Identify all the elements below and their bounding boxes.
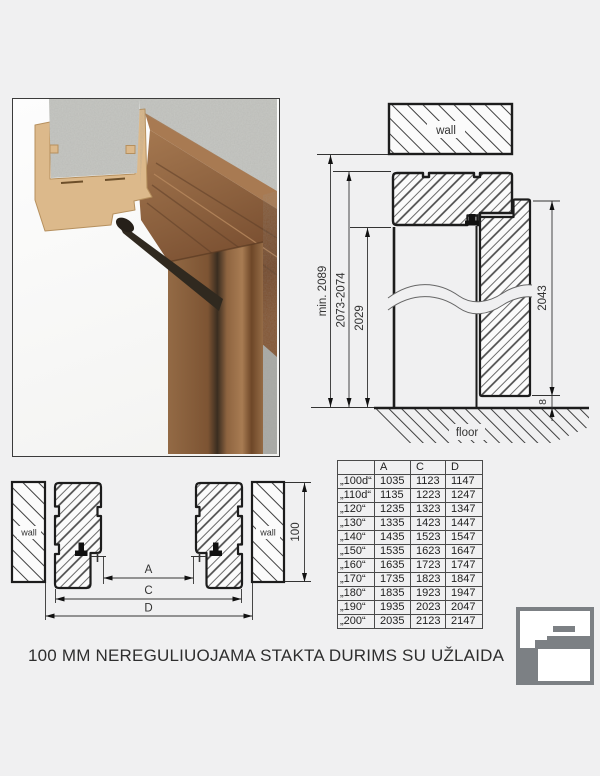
dim-door-leaf-height: 2043	[537, 285, 549, 311]
size-label: „140“	[338, 531, 375, 545]
val-a: 1835	[375, 587, 411, 601]
size-label: „200“	[338, 615, 375, 629]
brand-logo	[516, 607, 594, 685]
val-c: 1523	[411, 531, 446, 545]
val-d: 1747	[446, 559, 483, 573]
val-c: 1623	[411, 545, 446, 559]
table-header-row	[338, 461, 483, 475]
dim-min-total-height: min. 2089	[317, 265, 329, 317]
table-row	[338, 475, 483, 489]
val-a: 2035	[375, 615, 411, 629]
val-c: 2023	[411, 601, 446, 615]
val-c: 1423	[411, 517, 446, 531]
wall-block	[389, 104, 512, 154]
frame-corner-render	[13, 99, 277, 454]
dim-frame-depth: 100	[290, 522, 302, 542]
val-d: 2047	[446, 601, 483, 615]
size-table	[337, 460, 483, 629]
product-title: 100 MM NEREGULIUOJAMA STAKTA DURIMS SU UŽLAIDA	[28, 646, 505, 665]
dim-floor-gap: 8	[537, 399, 549, 405]
size-label: „180“	[338, 587, 375, 601]
table-row	[338, 573, 483, 587]
header-c: C	[411, 461, 446, 475]
frame-corner-photo	[12, 98, 280, 457]
wall-right-label: wall	[260, 527, 276, 538]
table-row	[338, 559, 483, 573]
val-d: 1247	[446, 489, 483, 503]
dim-frame-outer-height: 2073-2074	[335, 272, 348, 328]
table-row	[338, 545, 483, 559]
val-a: 1235	[375, 503, 411, 517]
size-label: „100d“	[338, 475, 375, 489]
val-c: 1723	[411, 559, 446, 573]
frame-jamb-right	[191, 483, 242, 588]
table-row	[338, 503, 483, 517]
val-d: 1947	[446, 587, 483, 601]
size-label: „110d“	[338, 489, 375, 503]
wall-block-left	[12, 482, 45, 582]
table-row	[338, 489, 483, 503]
floor	[374, 408, 589, 443]
val-a: 1935	[375, 601, 411, 615]
dim-wall-opening-width: D	[144, 602, 153, 615]
frame-jamb-left	[55, 483, 106, 588]
dim-frame-outer-width: C	[144, 585, 153, 597]
val-d: 2147	[446, 615, 483, 629]
wall-left-label: wall	[21, 527, 37, 538]
val-a: 1435	[375, 531, 411, 545]
val-a: 1035	[375, 475, 411, 489]
floor-label: floor	[455, 427, 479, 439]
table-row	[338, 601, 483, 615]
val-c: 2123	[411, 615, 446, 629]
val-a: 1735	[375, 573, 411, 587]
table-row	[338, 517, 483, 531]
horizontal-section-diagram	[12, 482, 311, 620]
val-d: 1447	[446, 517, 483, 531]
wall-label: wall	[436, 125, 456, 137]
dim-opening-width: A	[144, 564, 153, 576]
table-row	[338, 587, 483, 601]
vertical-section-diagram	[311, 104, 589, 443]
val-a: 1335	[375, 517, 411, 531]
val-c: 1323	[411, 503, 446, 517]
val-a: 1535	[375, 545, 411, 559]
size-label: „120“	[338, 503, 375, 517]
table-row	[338, 531, 483, 545]
table-row	[338, 615, 483, 629]
dim-opening-height: 2029	[354, 305, 366, 331]
val-d: 1547	[446, 531, 483, 545]
val-a: 1135	[375, 489, 411, 503]
size-label: „130“	[338, 517, 375, 531]
val-d: 1147	[446, 475, 483, 489]
val-c: 1823	[411, 573, 446, 587]
val-c: 1923	[411, 587, 446, 601]
val-d: 1847	[446, 573, 483, 587]
val-c: 1123	[411, 475, 446, 489]
wall-block-right	[252, 482, 284, 582]
size-label: „150“	[338, 545, 375, 559]
size-label: „160“	[338, 559, 375, 573]
val-a: 1635	[375, 559, 411, 573]
size-label: „170“	[338, 573, 375, 587]
val-c: 1223	[411, 489, 446, 503]
val-d: 1647	[446, 545, 483, 559]
header-a: A	[375, 461, 411, 475]
header-blank	[338, 461, 375, 475]
val-d: 1347	[446, 503, 483, 517]
door-frame-logo-icon	[520, 611, 590, 681]
size-label: „190“	[338, 601, 375, 615]
header-d: D	[446, 461, 483, 475]
